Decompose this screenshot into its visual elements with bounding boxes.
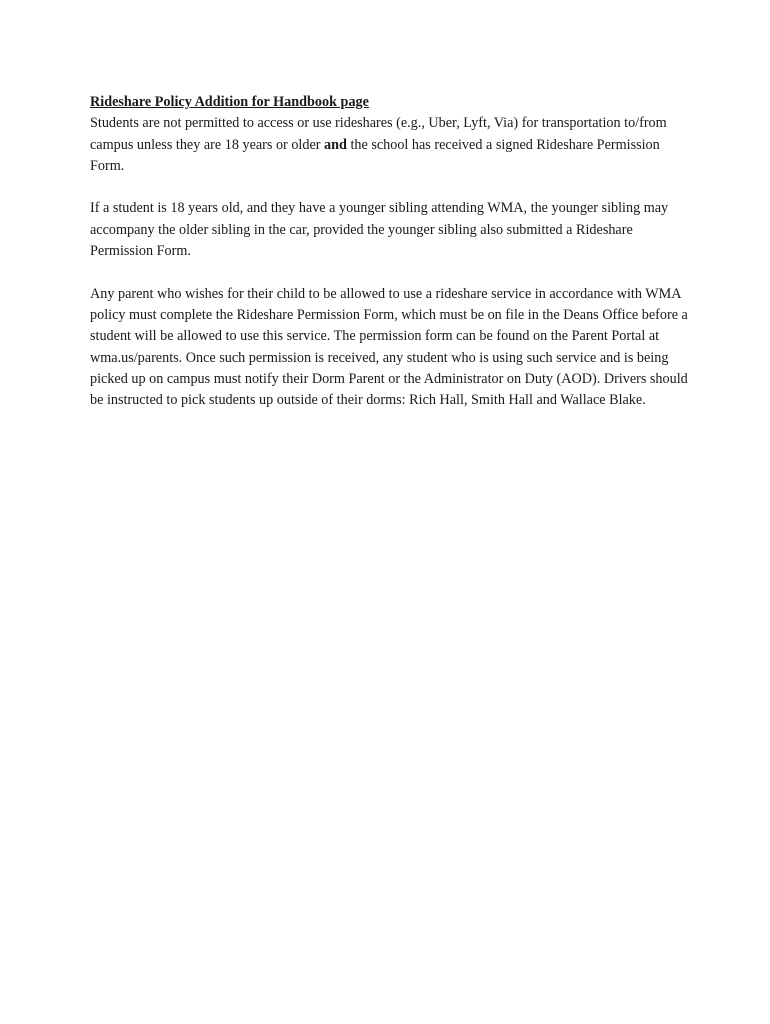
paragraph-text: Students are not permitted to access or use rideshares (e.g., Uber, Lyft, Via) for transportation to/from campus unless they are 18 years or older	[90, 115, 667, 153]
page-title: Rideshare Policy Addition for Handbook page	[90, 94, 369, 110]
paragraph-text: the school has received a signed Rideshare Permission Form.	[90, 136, 660, 174]
document-body	[90, 92, 690, 433]
bold-emphasis: and	[324, 136, 347, 153]
policy-paragraph-age-requirement	[90, 113, 690, 177]
policy-paragraph-permission: Any parent who wishes for their child to be allowed to use a rideshare service in accordance with WMA policy must complete the Rideshare Permission Form, which must be on file in the Deans Office before a student will be allowed to use this service. The permission form can be found on the Parent Portal at wma.us/parents. Once such permission is received, any student who is using such service and is being picked up on campus must notify their Dorm Parent or the Administrator on Duty (AOD). Drivers should be instructed to pick students up outside of their dorms: Rich Hall, Smith Hall and Wallace Blake.	[90, 285, 688, 409]
policy-paragraph-sibling: If a student is 18 years old, and they have a younger sibling attending WMA, the younger sibling may accompany the older sibling in the car, provided the younger sibling also submitted a Rideshare Permission Form.	[90, 200, 669, 260]
